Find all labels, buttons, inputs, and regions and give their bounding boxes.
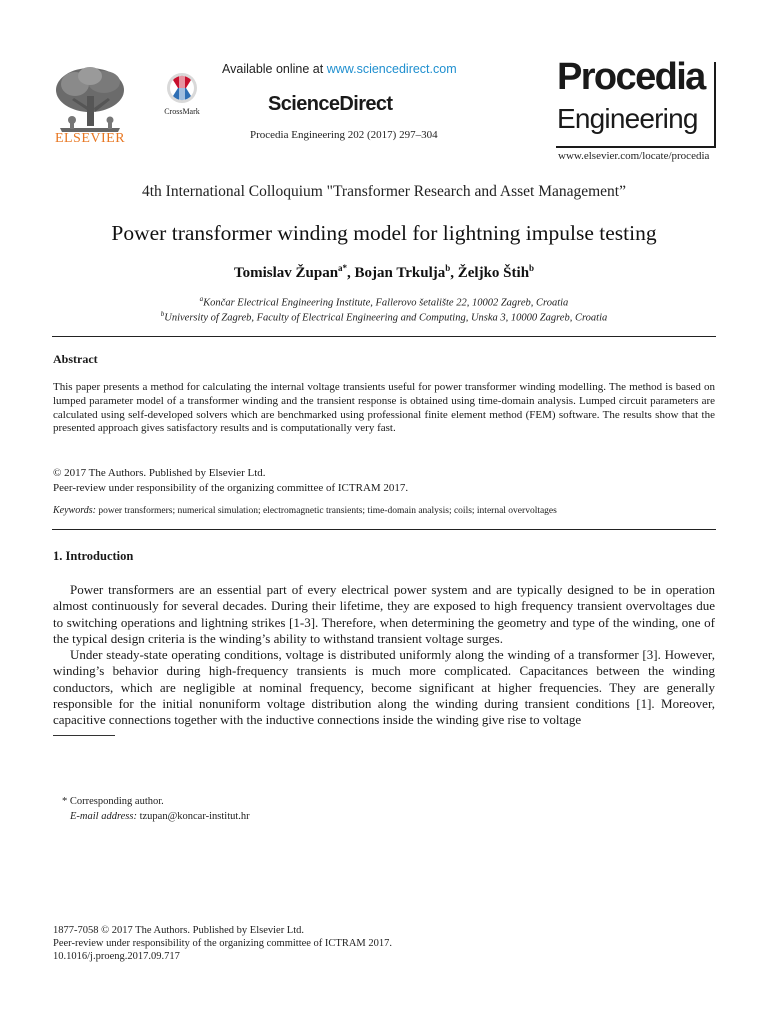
author-name: Tomislav Župan [233, 265, 339, 281]
doi-line[interactable]: 10.1016/j.proeng.2017.09.717 [53, 951, 180, 962]
conference-name: 4th International Colloquium "Transformer Research and Asset Management” [142, 183, 626, 200]
author-affil-mark: a* [338, 263, 348, 273]
author-affil-mark: b [445, 263, 451, 273]
corresponding-author-note: * Corresponding author. [62, 796, 164, 807]
sciencedirect-link[interactable]: www.sciencedirect.com [326, 62, 457, 76]
journal-reference: Procedia Engineering 202 (2017) 297–304 [250, 129, 438, 141]
author-name: Bojan Trkulja [354, 265, 446, 281]
email-address[interactable]: tzupan@koncar-institut.hr [139, 811, 250, 822]
section-heading-introduction: 1. Introduction [53, 549, 134, 563]
abstract-bottom-rule [52, 529, 716, 530]
author-list: Tomislav Župan$^{a*}$, Bojan Trkulja$^b$, Željko Štih$^b$ [233, 263, 535, 281]
author-affil-mark: b [529, 263, 535, 273]
keywords-line [53, 505, 557, 516]
available-online-prefix: Available online at [222, 62, 327, 76]
body-paragraph: Power transformers are an essential part of every electrical power system and are typically designed to be in operation almost continuously for several decades. During their lifetime, they are exposed to high frequency transient overvoltages due to switching operations and lightning strikes [1-3]. Therefore, when determining the geometry and type of the winding, one of the typical design criteria is the winding’s ability to withstand transient voltage surges. [53, 582, 715, 646]
journal-url[interactable]: www.elsevier.com/locate/procedia [558, 150, 710, 162]
abstract-heading: Abstract [53, 352, 98, 366]
crossmark-label: CrossMark [164, 107, 200, 116]
elsevier-wordmark: ELSEVIER [54, 131, 126, 146]
paper-title: Power transformer winding model for lightning impulse testing [111, 221, 657, 245]
abstract-copyright: © 2017 The Authors. Published by Elsevier Ltd. [53, 467, 266, 479]
author-name: Željko Štih [457, 265, 530, 281]
abstract-peer-review: Peer-review under responsibility of the organizing committee of ICTRAM 2017. [53, 482, 409, 494]
abstract-top-rule [52, 336, 716, 337]
keywords-label: Keywords: [53, 505, 96, 516]
introduction-body [53, 582, 715, 729]
bottom-peer-review: Peer-review under responsibility of the organizing committee of ICTRAM 2017. [53, 938, 393, 949]
abstract-text: This paper presents a method for calculating the internal voltage transients useful for power transformer winding modelling. The method is based on lumped parameter model of a transformer winding and the transient response is obtained using time-domain analysis. Lumped circuit parameters are calculated using self-developed solvers which are benchmarked using professional finite element method (FEM) software. The results show that the presented approach gives satisfactory results and is computationally very fast. [53, 381, 715, 435]
procedia-logo-line2: Engineering [557, 103, 698, 134]
footnote-rule [53, 735, 115, 736]
body-paragraph: Under steady-state operating conditions, voltage is distributed uniformly along the winding of a transformer [3]. However, winding’s behavior during high-frequency transients is much more complicated. Capacitances between the winding conductors, which are negligible at nominal frequency, become significant at higher frequencies. They are generally responsible for the initial nonuniform voltage distribution along the winding during transient conditions [1]. Moreover, capacitive connections together with the inductive connections inside the winding give rise to voltage [53, 647, 715, 728]
procedia-logo-line1: Procedia [557, 56, 705, 98]
email-line [70, 811, 250, 822]
affiliation-a: $^a$Končar Electrical Engineering Institute, Fallerovo šetalište 22, 10002 Zagreb, Croatia [199, 295, 569, 309]
issn-copyright-line: 1877-7058 © 2017 The Authors. Published by Elsevier Ltd. [53, 925, 305, 936]
sciencedirect-wordmark: ScienceDirect [268, 93, 393, 115]
affiliation-b: $^b$University of Zagreb, Faculty of Electrical Engineering and Computing, Unska 3, 10000 Zagreb, Croatia [160, 310, 608, 324]
available-online-line [222, 62, 457, 76]
keywords-list: power transformers; numerical simulation; electromagnetic transients; time-domain analysis; coils; internal overvoltages [98, 506, 557, 516]
email-label: E-mail address: [70, 811, 137, 822]
